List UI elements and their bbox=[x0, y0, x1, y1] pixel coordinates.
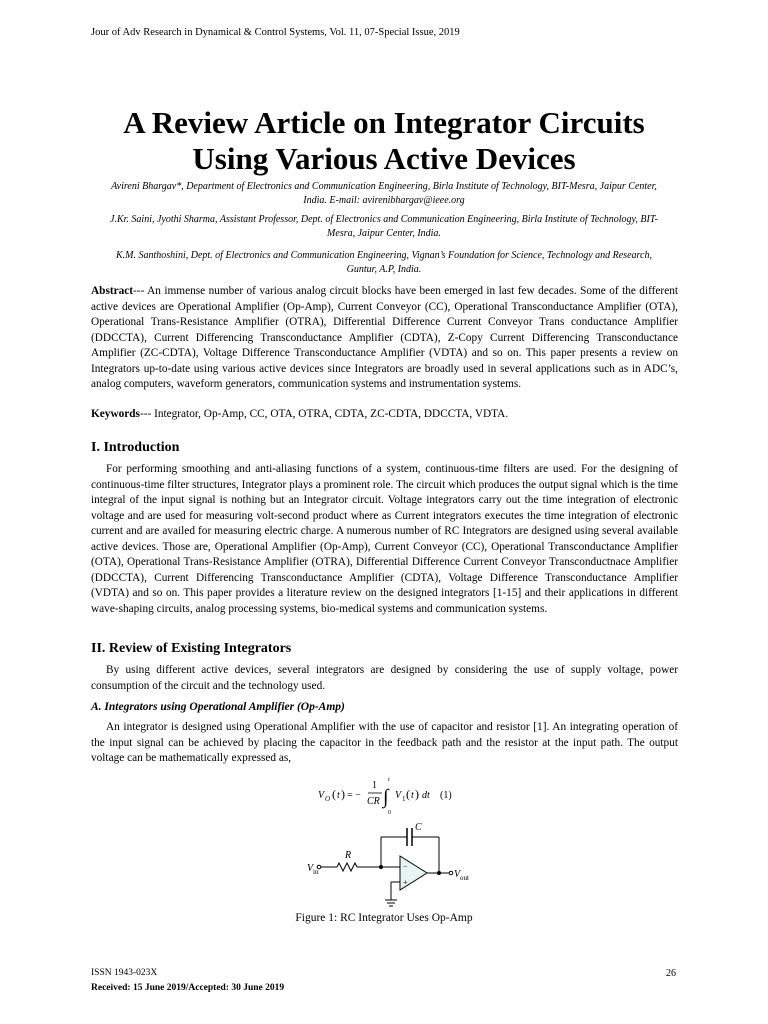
rc-integrator-diagram bbox=[305, 822, 475, 922]
eq-integrand-t: t bbox=[411, 790, 414, 801]
output-node bbox=[438, 872, 441, 875]
introduction-paragraph: For performing smoothing and anti-aliasing functions of a system, continuous-time filters are used. For the designing of continuous-time filter structures, Integrator plays a prominent role. The circuit which produces the output signal which is the time integral of the input signal is nothing but an Integrator circuit. Voltage integrators carry out the time integration of electronic voltage and are used for measuring volt-second product where as Current integrators executes the time integration of electronic current and are availed for measuring electric charge. A numerous number of RC Integrators are designed using several available active devices. Those are, Operational Amplifier (Op-Amp), Current Conveyor (CC), Operational Transconductance Amplifier (OTA), Operational Trans-Resistance Amplifier (OTRA), Differential Difference Current Conveyor Transconductnace Amplifier (DDCCTA), Current Differencing Transconductance Amplifier (CDTA), Voltage Difference Transconductance Amplifier (VDTA) and so on. This paper provides a literature review on the designed integrators [1-15] and their applications in different wave-shaping circuits, analog processing systems, bio-medical systems and communication systems. bbox=[91, 463, 678, 615]
eq-integrand-sub: 1 bbox=[402, 795, 406, 803]
author-affiliation-3: K.M. Santhoshini, Dept. of Electronics and Communication Engineering, Vignan’s Foundation for Science, Technology and Research, Guntur, A.P, India. bbox=[116, 250, 652, 275]
eq-lhs-t: t bbox=[337, 790, 340, 801]
resistor-label: R bbox=[345, 850, 352, 861]
vout-label-sub: out bbox=[460, 874, 469, 882]
author-affiliation-2: J.Kr. Saini, Jyothi Sharma, Assistant Professor, Dept. of Electronics and Communication Engineering, Birla Institute of Technology, BIT-Mesra, Jaipur Center, India. bbox=[110, 214, 658, 239]
author-affiliation-1: Avireni Bhargav*, Department of Electronics and Communication Engineering, Birla Institute of Technology, BIT-Mesra, Jaipur Center, India. E-mail: avirenibhargav@ieee.org bbox=[111, 181, 657, 206]
eq-lhs-sub: O bbox=[325, 795, 331, 803]
vin-label-sub: in bbox=[313, 868, 319, 876]
eq-close-paren: ) bbox=[341, 787, 345, 801]
paper-title-line-2: Using Various Active Devices bbox=[192, 141, 576, 176]
eq-upper-limit: t bbox=[388, 777, 390, 783]
eq-number: (1) bbox=[440, 790, 452, 801]
eq-lhs-v: V bbox=[318, 790, 325, 801]
eq-open-paren: ( bbox=[332, 787, 336, 801]
eq-integral-sign: ∫ bbox=[383, 786, 389, 808]
capacitor-label: C bbox=[415, 822, 422, 833]
eq-integrand-v: V bbox=[395, 790, 402, 801]
footer-received-dates: Received: 15 June 2019/Accepted: 30 June 2019 bbox=[91, 983, 285, 993]
vin-label: V bbox=[307, 863, 314, 874]
subsection-heading-opamp: A. Integrators using Operational Amplifier (Op-Amp) bbox=[91, 701, 345, 713]
paper-title-line-1: A Review Article on Integrator Circuits bbox=[123, 105, 645, 140]
running-header: Jour of Adv Research in Dynamical & Control Systems, Vol. 11, 07-Special Issue, 2019 bbox=[91, 27, 460, 38]
abstract-label: Abstract bbox=[91, 285, 134, 297]
section-heading-introduction: I. Introduction bbox=[91, 440, 180, 455]
eq-numerator: 1 bbox=[372, 780, 377, 791]
opamp-minus: − bbox=[403, 862, 408, 871]
abstract bbox=[91, 284, 678, 393]
eq-lower-limit: 0 bbox=[388, 810, 391, 816]
section-heading-review: II. Review of Existing Integrators bbox=[91, 641, 292, 656]
eq-close-paren-2: ) bbox=[415, 787, 419, 801]
keywords-text: --- Integrator, Op-Amp, CC, OTA, OTRA, CDTA, ZC-CDTA, DDCCTA, VDTA. bbox=[139, 408, 509, 420]
resistor-symbol bbox=[337, 863, 357, 871]
eq-denominator: CR bbox=[367, 796, 380, 807]
footer-issn: ISSN 1943-023X bbox=[91, 968, 158, 978]
equation-1 bbox=[316, 772, 476, 816]
vout-terminal bbox=[449, 871, 453, 875]
keywords bbox=[91, 407, 678, 423]
eq-open-paren-2: ( bbox=[406, 787, 410, 801]
abstract-text: --- An immense number of various analog circuit blocks have been emerged in last few decades. Some of the different active devices are Operational Amplifier (Op-Amp), Current Conveyor (CC), Operational Transconductance Amplifier (OTA), Operational Trans-Resistance Amplifier (OTRA), Differential Difference Current Conveyor Trans conductance Amplifier (DDCCTA), Current Differencing Transconductance Amplifier (CDTA), Z-Copy Current Differencing Transconductance Amplifier (ZC-CDTA), Voltage Difference Transconductance Amplifier (VDTA) and so on. This paper presents a review on Integrators up-to-date using various active devices since Integrators are broadly used in several applications such as in ADC’s, analog computers, waveform generators, communication systems and instrumentation systems. bbox=[91, 285, 678, 390]
figure-1-caption: Figure 1: RC Integrator Uses Op-Amp bbox=[295, 912, 473, 924]
review-paragraph: By using different active devices, several integrators are designed by considering the use of supply voltage, power consumption of the circuit and the technology used. bbox=[91, 664, 678, 692]
keywords-label: Keywords bbox=[91, 408, 140, 420]
opamp-paragraph: An integrator is designed using Operational Amplifier with the use of capacitor and resistor [1]. An integrating operation of the input signal can be achieved by placing the capacitor in the feedback path and the resistor at the input path. The output voltage can be mathematically expressed as, bbox=[91, 721, 678, 764]
vout-label: V bbox=[454, 869, 461, 880]
eq-equals: = − bbox=[347, 790, 361, 801]
opamp-plus: + bbox=[403, 878, 408, 887]
eq-dt: dt bbox=[422, 790, 430, 801]
page-number: 26 bbox=[666, 968, 676, 979]
